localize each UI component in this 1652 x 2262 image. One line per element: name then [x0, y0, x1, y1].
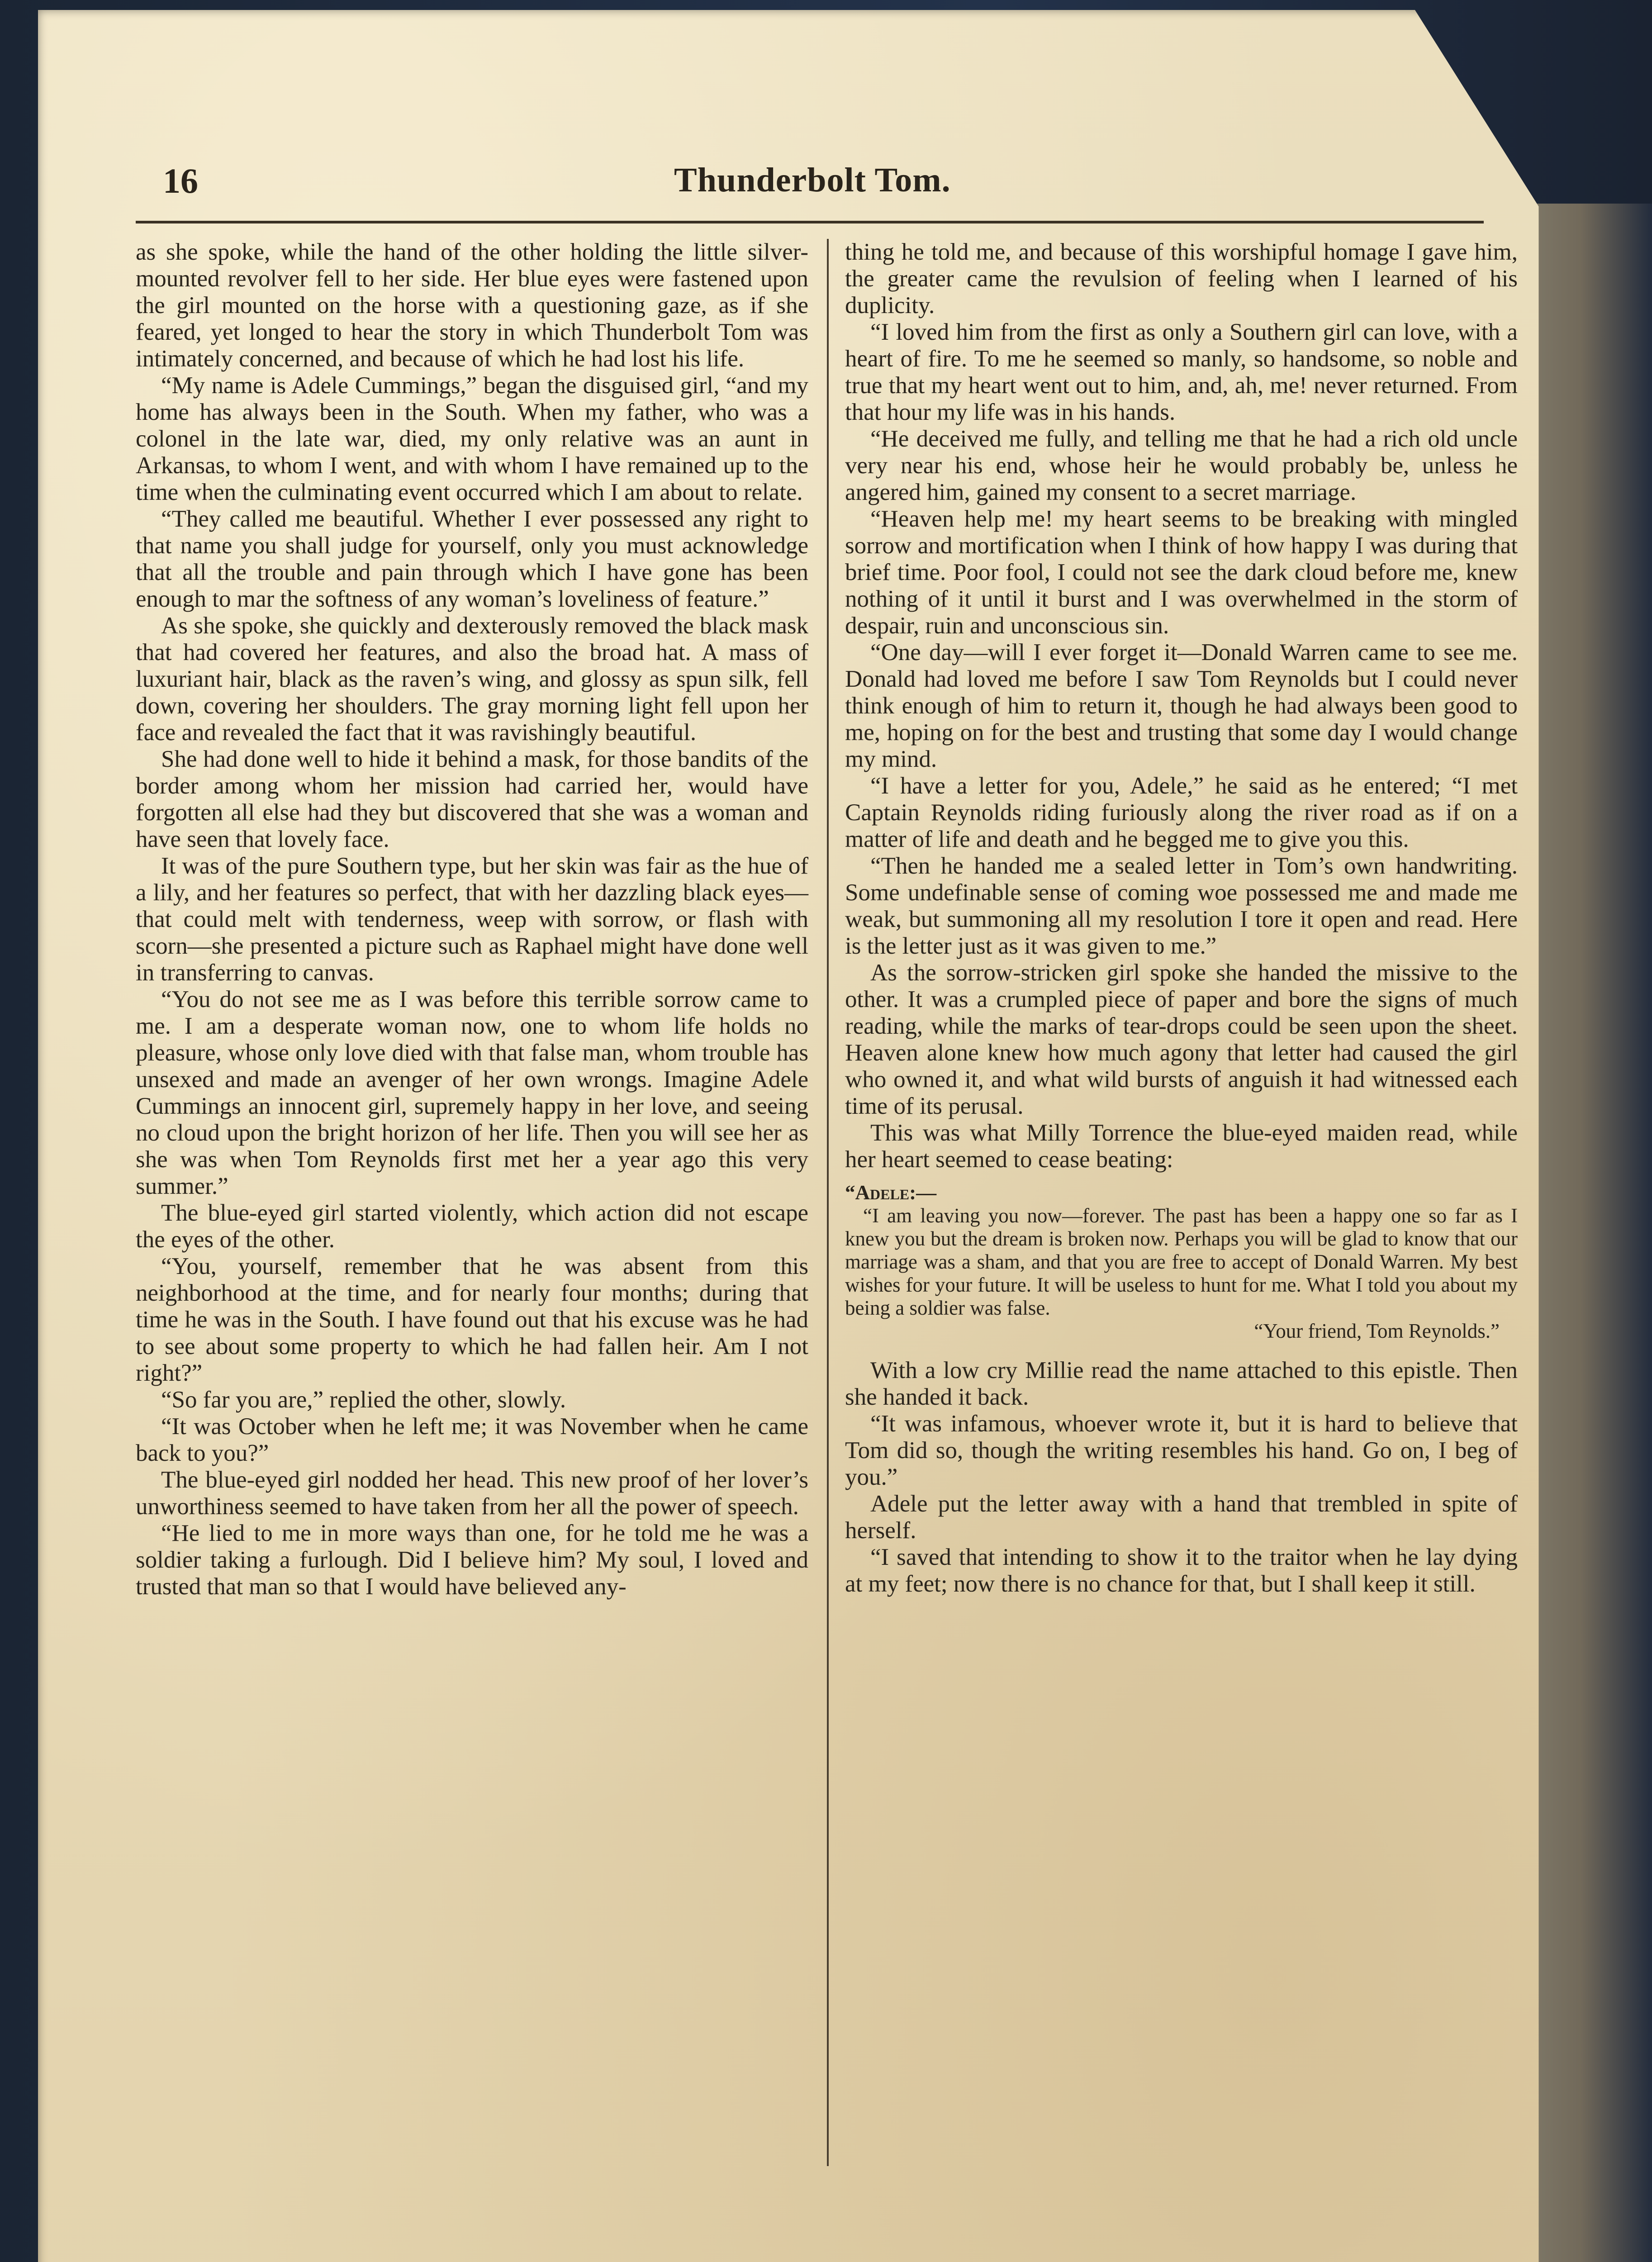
right-column	[845, 239, 1518, 2184]
paragraph: thing he told me, and because of this worshipful homage I gave him, the greater came the revulsion of feeling when I learned of his duplicity.	[845, 239, 1518, 318]
column-divider	[827, 239, 829, 2166]
paragraph: “Then he handed me a sealed letter in Tom’s own handwriting. Some undefinable sense of coming woe possessed me and made me weak, but summoning all my resolution I tore it open and read. Here is the letter just as it was given to me.”	[845, 853, 1518, 959]
letter-body: “I am leaving you now—forever. The past has been a happy one so far as I knew you but the dream is broken now. Perhaps you will be glad to know that our marriage was a sham, and that you are free to accept of Donald Warren. My best wishes for your future. It will be useless to hunt for me. What I told you about my being a soldier was false.	[845, 1204, 1518, 1319]
quoted-letter	[845, 1181, 1518, 1343]
right-column-text-before-letter	[845, 239, 1518, 1173]
paragraph: She had done well to hide it behind a mask, for those bandits of the border among whom her mission had carried her, would have forgotten all else had they but discovered that she was a woman and have seen that lovely face.	[136, 746, 808, 852]
paragraph: “It was October when he left me; it was November when he came back to you?”	[136, 1413, 808, 1466]
adjacent-page-edge	[1533, 204, 1652, 2262]
paragraph: “It was infamous, whoever wrote it, but it is hard to believe that Tom did so, though the writing resembles his hand. Go on, I beg of you.”	[845, 1411, 1518, 1490]
page-header	[163, 161, 1475, 215]
paragraph: “He deceived me fully, and telling me that he had a rich old uncle very near his end, whose heir he would probably be, unless he angered him, gained my consent to a secret marriage.	[845, 426, 1518, 505]
paragraph: This was what Milly Torrence the blue-eyed maiden read, while her heart seemed to cease beating:	[845, 1120, 1518, 1173]
left-column	[136, 239, 808, 2184]
letter-signoff: “Your friend, Tom Reynolds.”	[1254, 1320, 1500, 1342]
paragraph: “He lied to me in more ways than one, for he told me he was a soldier taking a furlough. Did I believe him? My soul, I loved and trusted that man so that I would have believed any-	[136, 1520, 808, 1600]
paragraph: “I saved that intending to show it to the traitor when he lay dying at my feet; now there is no chance for that, but I shall keep it still.	[845, 1544, 1518, 1597]
running-title: Thunderbolt Tom.	[674, 161, 951, 199]
paragraph: “Heaven help me! my heart seems to be breaking with mingled sorrow and mortification when I think of how happy I was during that brief time. Poor fool, I could not see the dark cloud before me, knew nothing of it until it burst and I was overwhelmed in the storm of despair, ruin and unconscious sin.	[845, 506, 1518, 639]
paragraph: “I have a letter for you, Adele,” he said as he entered; “I met Captain Reynolds riding furiously along the river road as if on a matter of life and death and he begged me to give you this.	[845, 773, 1518, 852]
paragraph: “My name is Adele Cummings,” began the disguised girl, “and my home has always been in the South. When my father, who was a colonel in the late war, died, my only relative was an aunt in Arkansas, to whom I went, and with whom I have remained up to the time when the culminating event occurred which I am about to relate.	[136, 372, 808, 505]
page-number: 16	[163, 161, 198, 200]
header-rule	[136, 221, 1484, 223]
paragraph: “They called me beautiful. Whether I ever possessed any right to that name you shall judge for yourself, only you must acknowledge that all the trouble and pain through which I have gone has been enough to mar the softness of any woman’s loveliness of feature.”	[136, 506, 808, 612]
paragraph: The blue-eyed girl nodded her head. This new proof of her lover’s unworthiness seemed to have taken from her all the power of speech.	[136, 1467, 808, 1520]
paragraph: as she spoke, while the hand of the other holding the little silver-mounted revolver fell to her side. Her blue eyes were fastened upon the girl mounted on the horse with a questioning gaze, as if she feared, yet longed to hear the story in which Thunderbolt Tom was intimately concerned, and because of which he had lost his life.	[136, 239, 808, 372]
paragraph: “You do not see me as I was before this terrible sorrow came to me. I am a desperate woman now, one to whom life holds no pleasure, whose only love died with that false man, whom trouble has unsexed and made an avenger of her own wrongs. Imagine Adele Cummings an innocent girl, supremely happy in her love, and seeing no cloud upon the bright horizon of her life. Then you will see her as she was when Tom Reynolds first met her a year ago this very summer.”	[136, 986, 808, 1199]
paragraph: With a low cry Millie read the name attached to this epistle. Then she handed it back.	[845, 1357, 1518, 1410]
paragraph: “One day—will I ever forget it—Donald Warren came to see me. Donald had loved me before I saw Tom Reynolds but I could never think enough of him to return it, though he had always been good to me, hoping on for the best and trusting that some day I would change my mind.	[845, 639, 1518, 772]
paragraph: It was of the pure Southern type, but her skin was fair as the hue of a lily, and her features so perfect, that with her dazzling black eyes—that could melt with tenderness, weep with sorrow, or flash with scorn—she presented a picture such as Raphael might have done well in transferring to canvas.	[136, 853, 808, 986]
paragraph: “You, yourself, remember that he was absent from this neighborhood at the time, and for nearly four months; during that time he was in the South. I have found out that his excuse was he had to see about some property to which he had fallen heir. Am I not right?”	[136, 1253, 808, 1386]
paragraph: The blue-eyed girl started violently, which action did not escape the eyes of the other.	[136, 1200, 808, 1253]
paragraph: “So far you are,” replied the other, slowly.	[161, 1387, 566, 1413]
letter-salutation: “Adele:—	[845, 1181, 937, 1204]
paragraph: “I loved him from the first as only a Southern girl can love, with a heart of fire. To me he seemed so manly, so handsome, so noble and true that my heart went out to him, and, ah, me! never returned. From that hour my life was in his hands.	[845, 319, 1518, 425]
paragraph: Adele put the letter away with a hand that trembled in spite of herself.	[845, 1491, 1518, 1544]
paragraph: As the sorrow-stricken girl spoke she handed the missive to the other. It was a crumpled piece of paper and bore the signs of much reading, while the marks of tear-drops could be seen upon the sheet. Heaven alone knew how much agony that letter had caused the girl who owned it, and what wild bursts of anguish it had witnessed each time of its perusal.	[845, 960, 1518, 1119]
right-column-text-after-letter	[845, 1357, 1518, 1597]
paragraph: As she spoke, she quickly and dexterously removed the black mask that had covered her features, and also the broad hat. A mass of luxuriant hair, black as the raven’s wing, and glossy as spun silk, fell down, covering her shoulders. The gray morning light fell upon her face and revealed the fact that it was ravishingly beautiful.	[136, 613, 808, 746]
